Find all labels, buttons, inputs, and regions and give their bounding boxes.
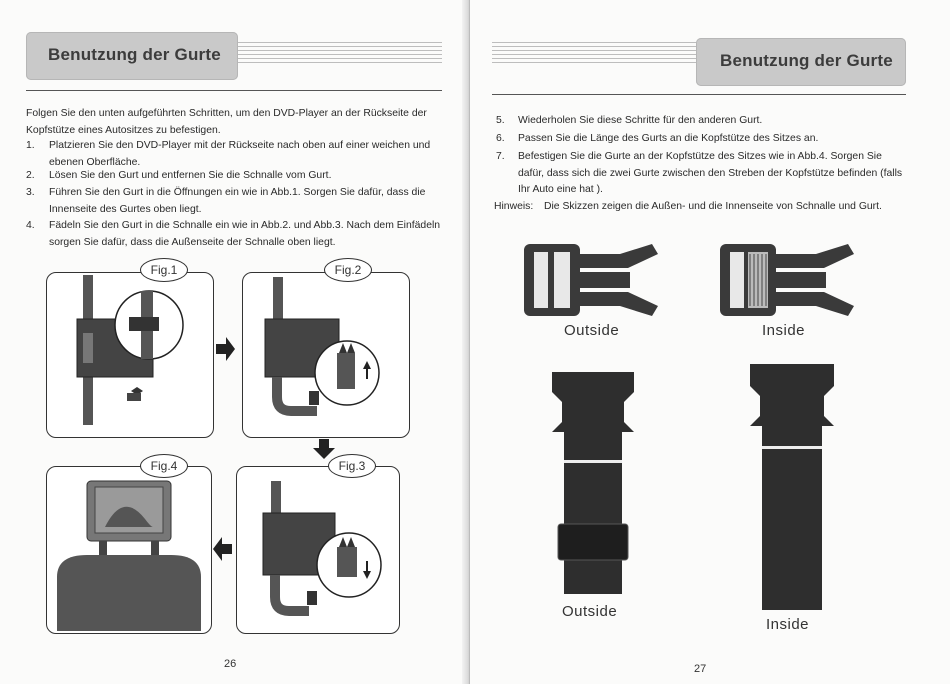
note-text: Die Skizzen zeigen die Außen- und die Innenseite von Schnalle und Gurt.: [544, 201, 882, 212]
right-page-title: Benutzung der Gurte: [720, 51, 893, 70]
buckle-inside-caption: Inside: [762, 322, 806, 339]
step-7-number: 7.: [496, 151, 505, 162]
strap-outside-caption: Outside: [562, 603, 618, 620]
figure-3-box: [236, 466, 400, 634]
left-title-decoration: [238, 42, 442, 66]
note-label: Hinweis:: [494, 201, 534, 212]
step-3-text: Führen Sie den Gurt in die Öffnungen ein wie in Abb.1. Sorgen Sie dafür, dass die Innenseite des Gurtes oben liegt.: [49, 187, 426, 215]
step-1-text: Platzieren Sie den DVD-Player mit der Rückseite nach oben auf einer weichen und ebenen Oberfläche.: [49, 140, 431, 168]
figure-3-illustration: [237, 467, 399, 633]
step-7-text: Befestigen Sie die Gurte an der Kopfstütze des Sitzes wie in Abb.4. Sorgen Sie dafür, dass sich die zwei Gurte zwischen den Streben der Kopfstütze befinden (falls Ihr Auto eine hat ).: [518, 151, 903, 195]
figure-1-box: [46, 272, 214, 438]
arrow-right-icon: [214, 336, 236, 362]
step-6-number: 6.: [496, 133, 505, 144]
buckle-outside-caption: Outside: [564, 322, 620, 339]
figure-4-box: [46, 466, 212, 634]
step-3-number: 3.: [26, 187, 35, 198]
step-4-text: Fädeln Sie den Gurt in die Schnalle ein wie in Abb.2. und Abb.3. Nach dem Einfädeln sorgen Sie dafür, dass die Außenseite der Schnalle oben liegt.: [49, 220, 441, 248]
figure-3-label: Fig.3: [328, 454, 376, 478]
left-intro: Folgen Sie den unten aufgeführten Schritten, um den DVD-Player an der Rückseite der Kopfstütze eines Autositzes zu befestigen.: [26, 108, 427, 136]
figure-4-illustration: [47, 467, 211, 633]
step-6-text: Passen Sie die Länge des Gurts an die Kopfstütze des Sitzes an.: [518, 133, 819, 144]
left-page-number: 26: [224, 658, 237, 670]
buckle-inside-illustration: [718, 236, 858, 322]
step-5-text: Wiederholen Sie diese Schritte für den anderen Gurt.: [518, 115, 763, 126]
strap-outside-illustration: [548, 372, 638, 594]
figure-2-label: Fig.2: [324, 258, 372, 282]
left-page: [0, 0, 468, 684]
figure-1-illustration: [47, 273, 213, 437]
left-title-rule: [26, 90, 442, 91]
figure-2-box: [242, 272, 410, 438]
step-5-number: 5.: [496, 115, 505, 126]
buckle-outside-illustration: [522, 236, 662, 322]
step-4-number: 4.: [26, 220, 35, 231]
left-page-title: Benutzung der Gurte: [48, 45, 221, 64]
right-title-box: [696, 38, 906, 86]
arrow-down-icon: [312, 438, 336, 460]
strap-inside-caption: Inside: [766, 616, 810, 633]
left-title-box: [26, 32, 238, 80]
step-2-number: 2.: [26, 170, 35, 181]
figure-4-label: Fig.4: [140, 454, 188, 478]
right-title-rule: [492, 94, 906, 95]
arrow-left-icon: [212, 536, 234, 562]
step-2-text: Lösen Sie den Gurt und entfernen Sie die Schnalle vom Gurt.: [49, 170, 332, 181]
figure-2-illustration: [243, 273, 409, 437]
right-title-decoration: [492, 42, 698, 66]
strap-inside-illustration: [746, 364, 838, 610]
figure-1-label: Fig.1: [140, 258, 188, 282]
right-page-number: 27: [694, 663, 707, 675]
step-1-number: 1.: [26, 140, 35, 151]
right-page: [470, 0, 950, 684]
